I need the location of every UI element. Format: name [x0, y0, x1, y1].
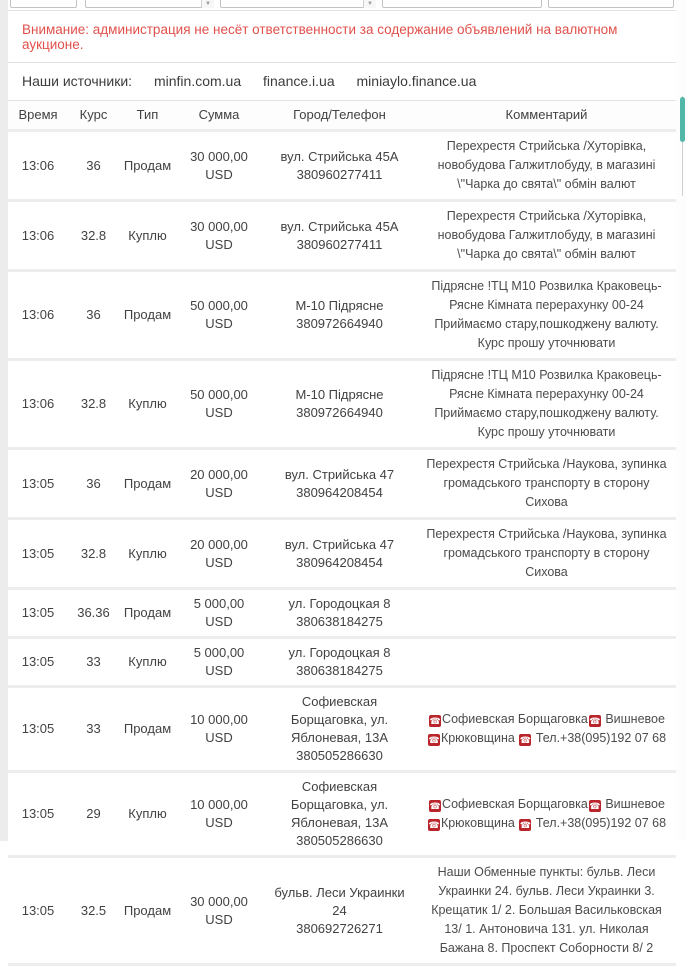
- cell-comment: Підрясне !ТЦ М10 Розвилка Краковець-Рясне Кімната перерахунку 00-24 Приймаємо стару,пошкоджену валюту. Курс прошу уточнювати: [431, 368, 662, 439]
- cell-type: Продам: [123, 605, 172, 620]
- cell-city-phone: [262, 386, 417, 422]
- cell-type: Продам: [123, 307, 172, 322]
- cell-amount: 10 000,00 USD: [190, 797, 248, 830]
- cell-type: Продам: [123, 721, 172, 736]
- phone-text: 380960277411: [296, 236, 383, 252]
- cell-city-phone: [262, 644, 417, 680]
- listing-row: [8, 361, 676, 450]
- spinner-down-icon[interactable]: ▼: [363, 0, 376, 8]
- city-text: М-10 Підрясне: [295, 387, 384, 402]
- phone-icon: ☎: [429, 716, 441, 726]
- listings-table: [8, 101, 676, 966]
- currency-auction-page: [8, 0, 676, 966]
- header-amount: Сумма: [198, 107, 240, 122]
- left-gutter: [0, 0, 8, 841]
- city-text: вул. Стрийська 47: [284, 466, 395, 482]
- cell-comment: ☎Софиевская Борщаговка☎ Вишневое ☎Крюковщина ☎ Тел.+38(095)192 07 68: [428, 797, 667, 830]
- city-text: Софиевская Борщаговка, ул. Яблоневая, 13А: [290, 694, 389, 745]
- cell-comment: Підрясне !ТЦ М10 Розвилка Краковець-Рясне Кімната перерахунку 00-24 Приймаємо стару,пошкоджену валюту. Курс прошу уточнювати: [431, 279, 662, 350]
- cell-rate: 36.36: [77, 605, 110, 620]
- cell-amount: 30 000,00 USD: [190, 893, 248, 927]
- phone-icon: ☎: [428, 820, 440, 830]
- city-text: М-10 Підрясне: [295, 298, 384, 313]
- city-text: вул. Стрийська 45А: [280, 148, 399, 164]
- cell-type: Куплю: [128, 806, 167, 821]
- cell-rate: 32.8: [80, 227, 107, 243]
- city-text: бульв. Леси Украинки 24: [274, 884, 405, 918]
- cell-city-phone: [262, 148, 417, 184]
- cell-rate: 33: [86, 721, 101, 736]
- cell-rate: 29: [86, 806, 101, 821]
- phone-text: 380972664940: [296, 405, 383, 420]
- cell-rate: 36: [86, 475, 101, 491]
- source-link-finance[interactable]: finance.i.ua: [263, 73, 335, 89]
- cell-time: 13:05: [21, 721, 55, 736]
- phone-text: 380964208454: [296, 554, 383, 570]
- filter-bar: [8, 0, 676, 10]
- source-link-minfin[interactable]: minfin.com.ua: [153, 73, 242, 89]
- listing-row: [8, 639, 676, 688]
- listing-row: [8, 858, 676, 966]
- city-text: ул. Городоцкая 8: [288, 645, 391, 660]
- filter-input-1[interactable]: [10, 0, 77, 8]
- cell-amount: 30 000,00 USD: [190, 218, 248, 252]
- cell-time: 13:06: [21, 307, 55, 322]
- cell-city-phone: [262, 693, 417, 765]
- phone-text: 380964208454: [296, 484, 383, 500]
- cell-city-phone: [262, 595, 417, 631]
- city-text: вул. Стрийська 45А: [280, 218, 399, 234]
- cell-rate: 32.8: [80, 396, 107, 411]
- cell-type: Куплю: [128, 396, 167, 411]
- warning-banner: [8, 10, 676, 63]
- cell-time: 13:05: [21, 605, 55, 620]
- table-header: [8, 101, 676, 132]
- cell-amount: 50 000,00 USD: [190, 387, 248, 420]
- cell-time: 13:05: [21, 902, 55, 918]
- cell-time: 13:06: [21, 396, 55, 411]
- sources-bar: [8, 63, 676, 101]
- filter-input-5[interactable]: [548, 0, 674, 8]
- table-body: [8, 132, 676, 966]
- cell-amount: 5 000,00 USD: [193, 596, 245, 629]
- cell-city-phone: [262, 297, 417, 333]
- city-text: вул. Стрийська 47: [284, 536, 395, 552]
- cell-amount: 5 000,00 USD: [193, 645, 245, 678]
- cell-type: Продам: [123, 157, 172, 173]
- cell-city-phone: [262, 778, 417, 850]
- phone-icon: ☎: [589, 801, 601, 811]
- filter-input-4[interactable]: [382, 0, 542, 8]
- phone-icon: ☎: [589, 716, 601, 726]
- sources-label: Наши источники:: [22, 73, 133, 89]
- cell-rate: 36: [86, 307, 101, 322]
- phone-text: 380960277411: [296, 166, 383, 182]
- cell-time: 13:05: [21, 654, 55, 669]
- header-city: Город/Телефон: [293, 107, 386, 122]
- cell-city-phone: [262, 218, 417, 254]
- cell-comment: Перехрестя Стрийська /Хуторівка, новобудова Галжитлобуду, в магазині \"Чарка до свята\" обмін валют: [437, 209, 656, 261]
- cell-comment: ☎Софиевская Борщаговка☎ Вишневое ☎Крюковщина ☎ Тел.+38(095)192 07 68: [428, 712, 667, 745]
- cell-comment: Наши Обменные пункты: бульв. Леси Украинки 24. бульв. Леси Украинки 3. Крещатик 1/ 2. Большая Васильковская 13/ 1. Антоновича 131. ул. Николая Бажана 8. Проспект Соборности 8/ 2: [431, 865, 662, 955]
- listing-row: [8, 590, 676, 639]
- cell-city-phone: [262, 884, 417, 938]
- city-text: Софиевская Борщаговка, ул. Яблоневая, 13А: [290, 779, 389, 830]
- cell-amount: 20 000,00 USD: [190, 536, 248, 570]
- phone-text: 380505286630: [296, 748, 383, 763]
- listing-row: [8, 773, 676, 858]
- phone-icon: ☎: [428, 735, 440, 745]
- cell-city-phone: [262, 466, 417, 502]
- cell-time: 13:05: [21, 545, 55, 561]
- cell-type: Продам: [123, 902, 172, 918]
- city-text: ул. Городоцкая 8: [288, 596, 391, 611]
- cell-rate: 36: [86, 157, 101, 173]
- cell-amount: 20 000,00 USD: [190, 466, 248, 500]
- listing-row: [8, 202, 676, 272]
- cell-amount: 10 000,00 USD: [190, 712, 248, 745]
- phone-icon: ☎: [429, 801, 441, 811]
- listing-row: [8, 688, 676, 773]
- spinner-down-icon[interactable]: ▼: [201, 0, 214, 8]
- filter-input-2[interactable]: [85, 0, 214, 8]
- cell-type: Куплю: [128, 227, 167, 243]
- filter-input-3[interactable]: [220, 0, 376, 8]
- cell-rate: 33: [86, 654, 101, 669]
- listing-row: [8, 132, 676, 202]
- phone-icon: ☎: [519, 735, 531, 745]
- cell-time: 13:05: [21, 475, 55, 491]
- warning-text: Внимание: администрация не несёт ответственности за содержание объявлений на валютном аукционе.: [22, 22, 618, 52]
- cell-rate: 32.8: [80, 545, 107, 561]
- cell-time: 13:06: [21, 157, 55, 173]
- scrollbar-thumb[interactable]: [680, 97, 685, 142]
- cell-type: Куплю: [128, 545, 167, 561]
- listing-row: [8, 272, 676, 361]
- cell-type: Продам: [123, 475, 172, 491]
- cell-amount: 30 000,00 USD: [190, 148, 248, 182]
- cell-rate: 32.5: [80, 902, 107, 918]
- header-type: Тип: [136, 107, 159, 122]
- phone-text: 380505286630: [296, 833, 383, 848]
- header-comment: Комментарий: [505, 107, 588, 122]
- phone-icon: ☎: [519, 820, 531, 830]
- listing-row: [8, 520, 676, 590]
- source-link-miniaylo[interactable]: miniaylo.finance.ua: [356, 73, 477, 89]
- cell-type: Куплю: [128, 654, 167, 669]
- listing-row: [8, 450, 676, 520]
- cell-comment: Перехрестя Стрийська /Наукова, зупинка громадського транспорту в сторону Сихова: [426, 527, 667, 579]
- phone-text: 380638184275: [296, 663, 383, 678]
- cell-city-phone: [262, 536, 417, 572]
- phone-text: 380972664940: [296, 316, 383, 331]
- cell-time: 13:05: [21, 806, 55, 821]
- header-time: Время: [18, 107, 58, 122]
- header-rate: Курс: [79, 107, 108, 122]
- cell-time: 13:06: [21, 227, 55, 243]
- phone-text: 380638184275: [296, 614, 383, 629]
- cell-comment: Перехрестя Стрийська /Хуторівка, новобудова Галжитлобуду, в магазині \"Чарка до свята\" обмін валют: [437, 139, 656, 191]
- cell-amount: 50 000,00 USD: [190, 298, 248, 331]
- phone-text: 380692726271: [296, 920, 383, 936]
- cell-comment: Перехрестя Стрийська /Наукова, зупинка громадського транспорту в сторону Сихова: [426, 457, 667, 509]
